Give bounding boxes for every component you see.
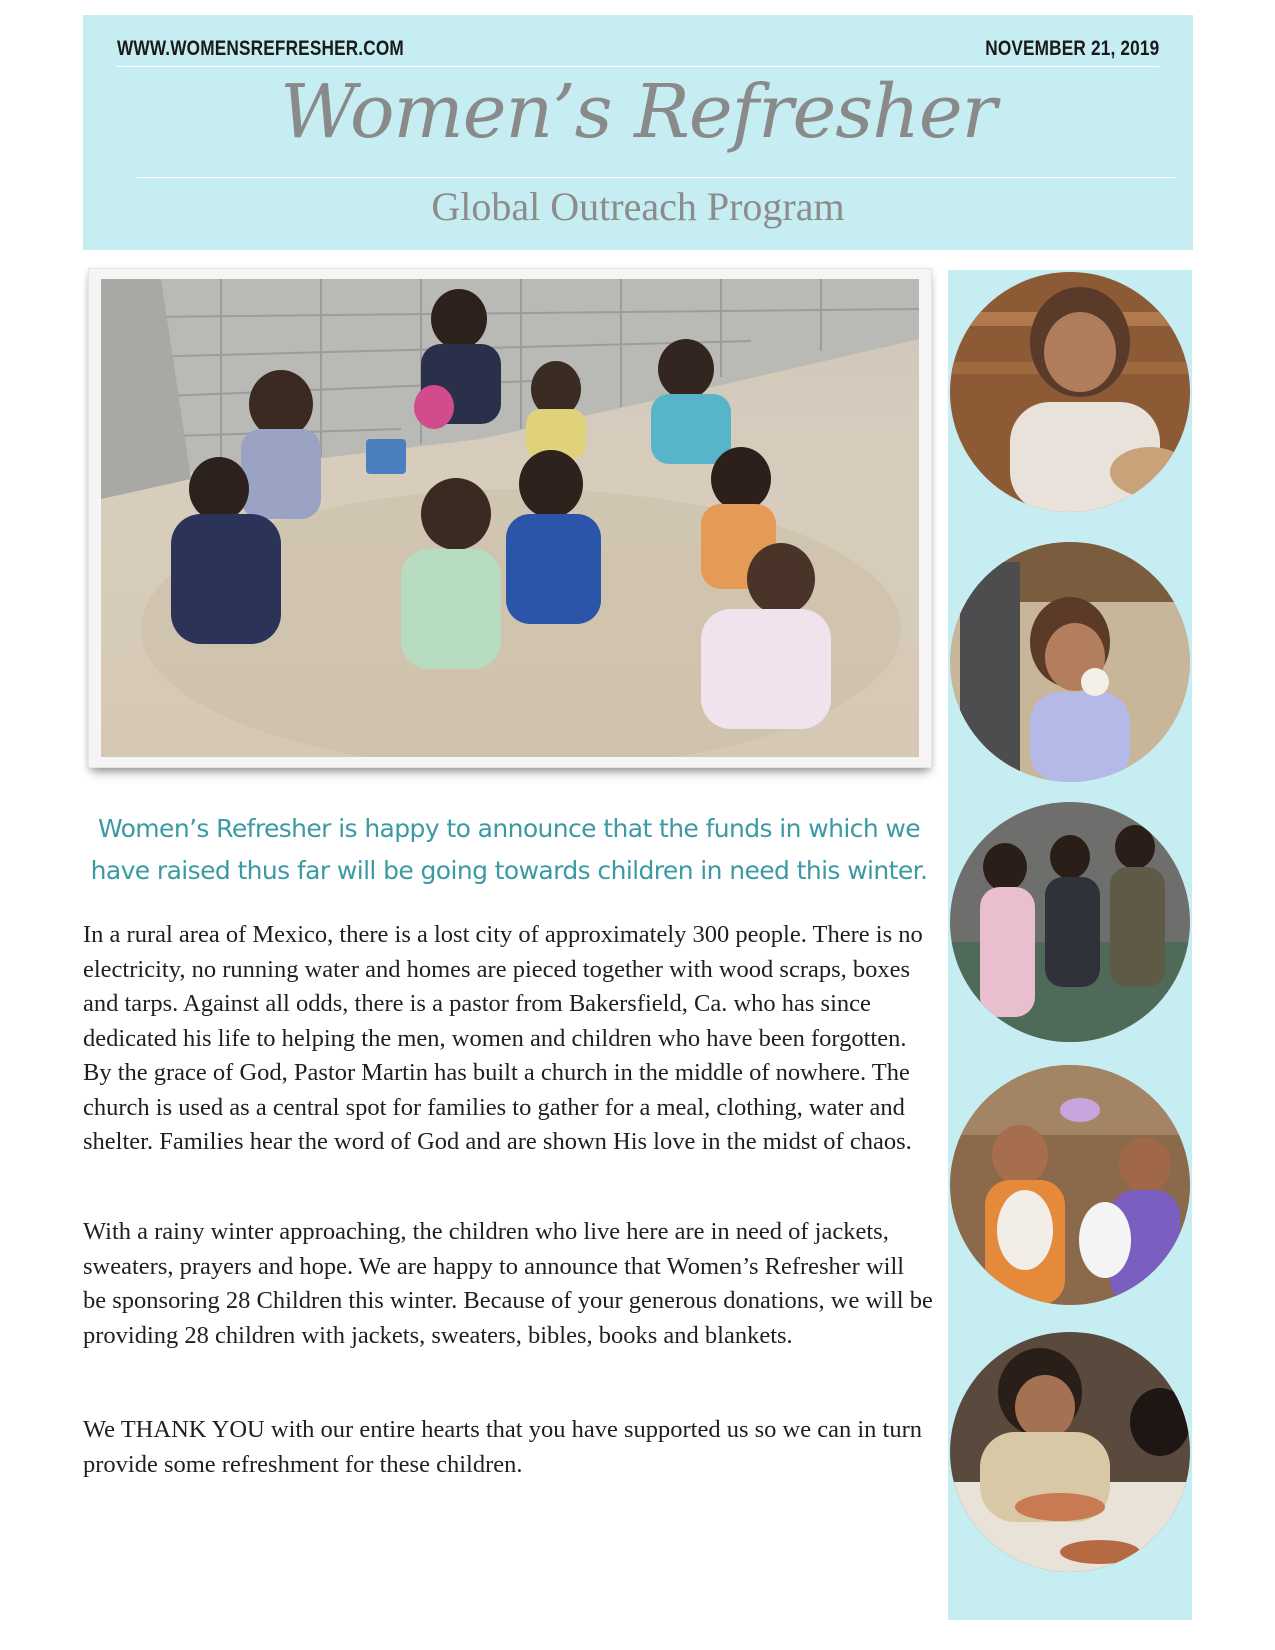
- announcement-text: Women’s Refresher is happy to announce that the funds in which we have raised thus far will be going towards children in need this winter.: [90, 814, 928, 885]
- children-group-photo: [101, 279, 919, 757]
- newsletter-subtitle: Global Outreach Program: [431, 184, 845, 229]
- header-divider-top: [117, 66, 1159, 67]
- main-photo-frame: [88, 268, 932, 768]
- website-url[interactable]: WWW.WOMENSREFRESHER.COM: [117, 37, 404, 60]
- photo-child-at-table: [950, 1332, 1190, 1572]
- header-divider-bottom: [135, 177, 1177, 178]
- photo-children-with-toys: [950, 1065, 1190, 1305]
- photo-boy-smiling: [950, 272, 1190, 512]
- issue-date: NOVEMBER 21, 2019: [984, 37, 1159, 60]
- header-banner: [83, 15, 1193, 250]
- photo-sidebar: [948, 270, 1192, 1620]
- newsletter-title: Women’s Refresher: [279, 69, 997, 155]
- body-paragraph-1: In a rural area of Mexico, there is a lost city of approximately 300 people. There is no electricity, no running water and homes are pieced together with wood scraps, boxes and tarps. Against all odds, there is a pastor from Bakersfield, Ca. who has since dedicated his life to helping the men, women and children who have been forgotten. By the grace of God, Pastor Martin has built a church in the middle of nowhere. The church is used as a central spot for families to gather for a meal, clothing, water and shelter. Families hear the word of God and are shown His love in the midst of chaos.: [83, 921, 923, 1155]
- photo-girl-eating: [950, 542, 1190, 782]
- body-paragraph-2: With a rainy winter approaching, the children who live here are in need of jackets, sweaters, prayers and hope. We are happy to announce that Women’s Refresher will be sponsoring 28 Children this winter. Because of your generous donations, we will be providing 28 children with jackets, sweaters, bibles, books and blankets.: [83, 1218, 933, 1349]
- photo-children-standing: [950, 802, 1190, 1042]
- body-paragraph-3: We THANK YOU with our entire hearts that you have supported us so we can in turn provide some refreshment for these children.: [83, 1416, 923, 1478]
